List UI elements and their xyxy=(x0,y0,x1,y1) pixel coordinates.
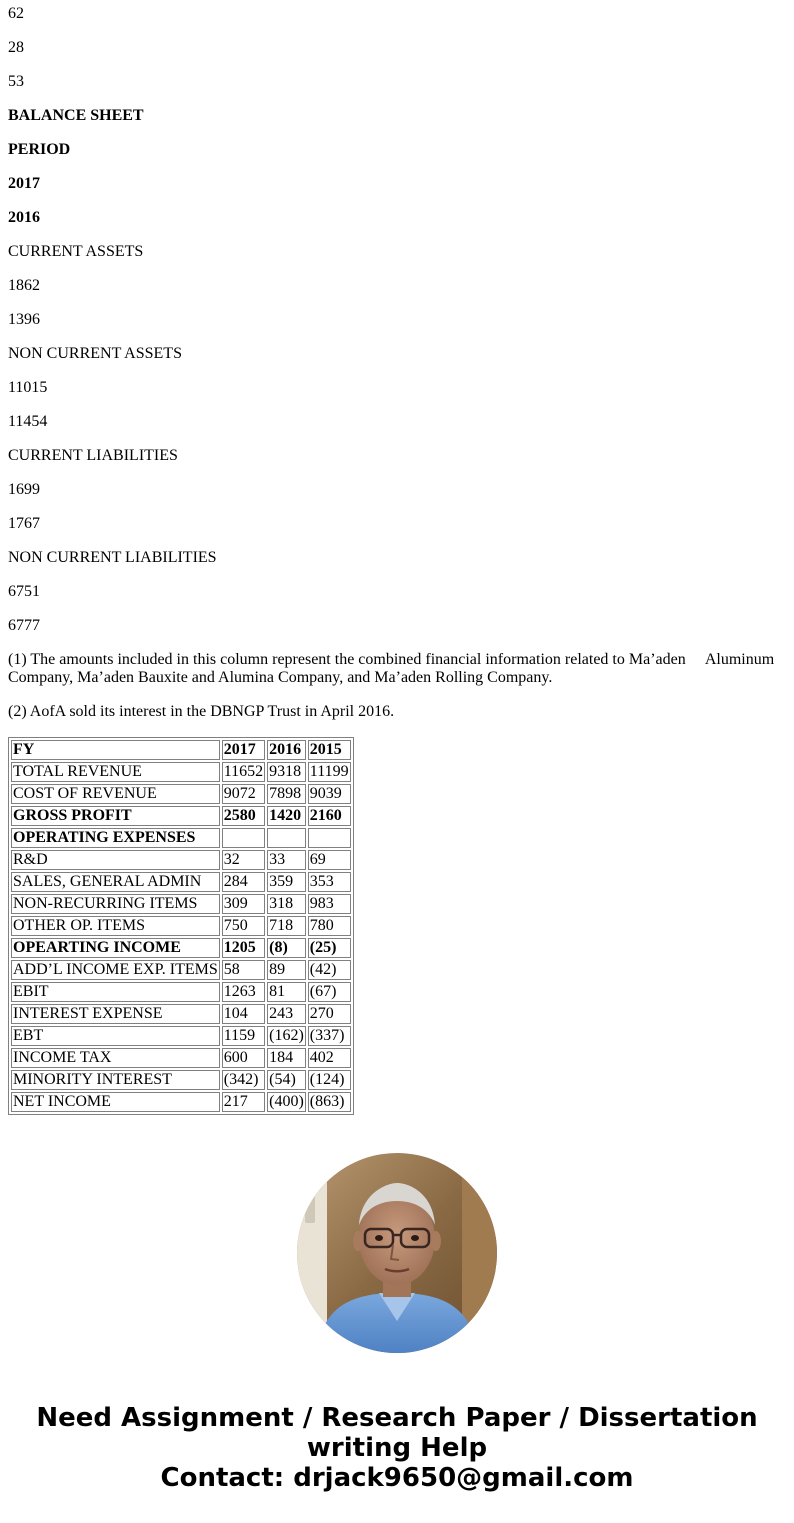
table-cell: 104 xyxy=(222,1004,265,1024)
table-cell: (400) xyxy=(269,1093,304,1110)
table-cell: 2580 xyxy=(222,806,265,826)
author-portrait-image xyxy=(297,1153,497,1353)
table-cell: 9072 xyxy=(222,784,265,804)
table-cell: (124) xyxy=(308,1070,351,1090)
balance-row-value: 6751 xyxy=(8,583,40,600)
table-cell: 309 xyxy=(222,894,265,914)
table-row xyxy=(11,916,351,936)
table-cell: ADD’L INCOME EXP. ITEMS xyxy=(13,961,218,978)
footnote-2: (2) AofA sold its interest in the DBNGP Trust in April 2016. xyxy=(8,703,395,720)
table-cell: 33 xyxy=(267,850,306,870)
balance-row-value: 6777 xyxy=(8,617,40,634)
table-row xyxy=(11,806,351,826)
table-cell: 359 xyxy=(267,872,306,892)
table-cell: (25) xyxy=(308,938,351,958)
table-cell: NON-RECURRING ITEMS xyxy=(11,894,220,914)
table-row xyxy=(11,938,351,958)
balance-row-value: 11454 xyxy=(8,413,48,430)
table-header-cell: 2016 xyxy=(267,740,306,760)
table-cell: 2160 xyxy=(308,806,351,826)
balance-row-value: 11015 xyxy=(8,379,48,396)
top-value: 62 xyxy=(8,5,24,22)
table-header-cell: FY xyxy=(11,740,220,760)
balance-row-label: NON CURRENT ASSETS xyxy=(8,345,182,362)
table-cell: INCOME TAX xyxy=(11,1048,220,1068)
table-cell: 353 xyxy=(308,872,351,892)
table-row xyxy=(11,1004,351,1024)
table-cell: 32 xyxy=(222,850,265,870)
table-cell: (162) xyxy=(269,1027,304,1044)
table-cell: 58 xyxy=(222,960,265,980)
footnote-1: (1) The amounts included in this column represent the combined financial information related to Ma’aden Aluminum Company, Ma’aden Bauxite and Alumina Company, and Ma’aden Rolling Company. xyxy=(8,651,779,686)
table-cell: INTEREST EXPENSE xyxy=(11,1004,220,1024)
balance-row-label: NON CURRENT LIABILITIES xyxy=(8,549,217,566)
table-row xyxy=(11,1070,351,1090)
table-cell: 9318 xyxy=(267,762,306,782)
table-cell: OPERATING EXPENSES xyxy=(11,828,220,848)
top-value: 28 xyxy=(8,39,24,56)
table-cell: 243 xyxy=(267,1004,306,1024)
table-row xyxy=(11,850,351,870)
balance-row-value: 1699 xyxy=(8,481,40,498)
table-cell xyxy=(222,828,265,848)
table-cell: (342) xyxy=(222,1070,265,1090)
table-row xyxy=(11,960,351,980)
table-header-cell: 2017 xyxy=(222,740,265,760)
table-cell: EBIT xyxy=(11,982,220,1002)
table-row xyxy=(11,784,351,804)
balance-row-value: 1862 xyxy=(8,277,40,294)
contact-banner xyxy=(0,1403,794,1493)
table-cell: 184 xyxy=(267,1048,306,1068)
cta-line-1: Need Assignment / Research Paper / Dissertation xyxy=(36,1403,758,1433)
table-cell: 270 xyxy=(308,1004,351,1024)
table-cell: 69 xyxy=(308,850,351,870)
table-header-row xyxy=(11,740,351,760)
year-heading: 2016 xyxy=(8,209,40,226)
cta-line-2: writing Help xyxy=(306,1433,488,1463)
table-row xyxy=(11,1048,351,1068)
table-row xyxy=(11,982,351,1002)
table-cell: 217 xyxy=(222,1092,265,1112)
balance-row-value: 1396 xyxy=(8,311,40,328)
table-cell: 9039 xyxy=(308,784,351,804)
table-cell: 1263 xyxy=(222,982,265,1002)
income-statement-table xyxy=(8,737,354,1115)
table-cell: R&D xyxy=(11,850,220,870)
table-cell: 89 xyxy=(267,960,306,980)
table-cell: (8) xyxy=(267,938,306,958)
table-row xyxy=(11,1026,351,1046)
table-cell: OPEARTING INCOME xyxy=(11,938,220,958)
table-row xyxy=(11,894,351,914)
balance-row-label: CURRENT ASSETS xyxy=(8,243,144,260)
table-header-cell: 2015 xyxy=(308,740,351,760)
table-cell: SALES, GENERAL ADMIN xyxy=(11,872,220,892)
balance-row-value: 1767 xyxy=(8,515,40,532)
table-cell: (863) xyxy=(308,1092,351,1112)
balance-row-label: CURRENT LIABILITIES xyxy=(8,447,178,464)
table-cell: EBT xyxy=(11,1026,220,1046)
table-cell xyxy=(267,828,306,848)
year-heading: 2017 xyxy=(8,175,40,192)
table-cell: 750 xyxy=(222,916,265,936)
table-cell: GROSS PROFIT xyxy=(11,806,220,826)
table-cell: (337) xyxy=(308,1026,351,1046)
table-cell: (54) xyxy=(267,1070,306,1090)
table-cell: 600 xyxy=(222,1048,265,1068)
period-label: PERIOD xyxy=(8,141,71,158)
table-cell: 1205 xyxy=(222,938,265,958)
table-cell: COST OF REVENUE xyxy=(11,784,220,804)
table-cell: 983 xyxy=(308,894,351,914)
table-row xyxy=(11,762,351,782)
table-row xyxy=(11,828,351,848)
table-cell: 780 xyxy=(308,916,351,936)
table-cell: 11199 xyxy=(309,763,349,780)
table-cell: MINORITY INTEREST xyxy=(11,1070,220,1090)
top-value: 53 xyxy=(8,73,24,90)
cta-contact-email[interactable]: Contact: drjack9650@gmail.com xyxy=(160,1463,634,1493)
balance-sheet-title: BALANCE SHEET xyxy=(8,107,144,124)
table-cell: NET INCOME xyxy=(11,1092,220,1112)
table-cell: (42) xyxy=(308,960,351,980)
table-row xyxy=(11,1092,351,1112)
table-cell: 402 xyxy=(308,1048,351,1068)
table-cell xyxy=(308,828,351,848)
author-avatar xyxy=(297,1153,497,1353)
table-cell: 318 xyxy=(267,894,306,914)
table-cell: TOTAL REVENUE xyxy=(11,762,220,782)
table-cell: (67) xyxy=(308,982,351,1002)
table-cell: 7898 xyxy=(267,784,306,804)
table-cell: OTHER OP. ITEMS xyxy=(11,916,220,936)
table-cell: 1159 xyxy=(222,1026,265,1046)
table-row xyxy=(11,872,351,892)
table-cell: 284 xyxy=(222,872,265,892)
table-cell: 11652 xyxy=(223,763,264,780)
table-cell: 718 xyxy=(267,916,306,936)
table-cell: 81 xyxy=(267,982,306,1002)
table-cell: 1420 xyxy=(267,806,306,826)
